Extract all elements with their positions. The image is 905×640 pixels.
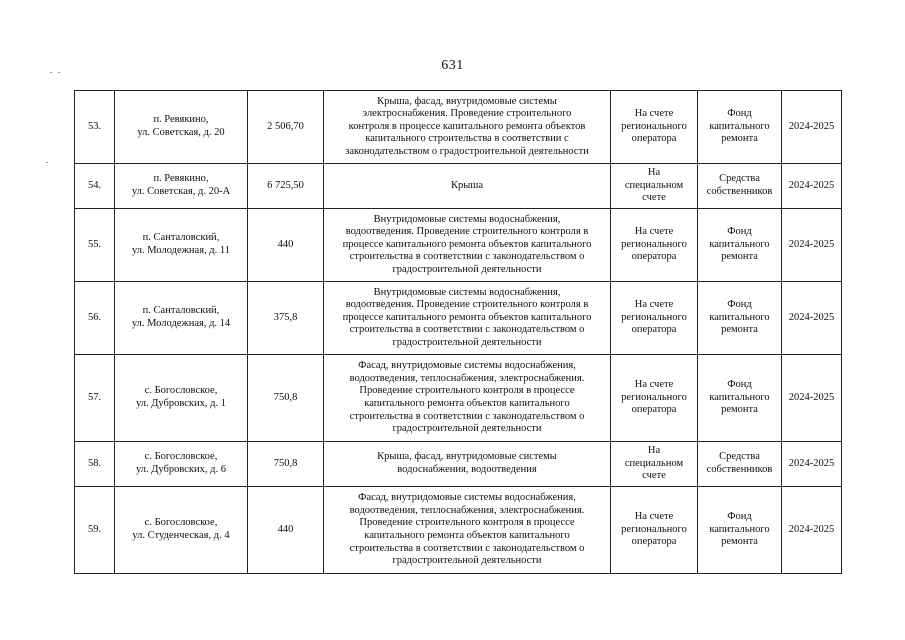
period-cell [782, 164, 842, 209]
cell-text-line: оператора [631, 251, 677, 263]
row-number-cell [75, 91, 115, 164]
fund-account-cell [611, 209, 698, 282]
cell-text-line: законодательством о градостроительной деятельности [345, 145, 589, 157]
cell-text-line: п. Санталовский, [142, 305, 220, 317]
address-cell [115, 164, 248, 209]
cell-text-line: 59. [87, 523, 102, 535]
table-row [75, 487, 842, 574]
works-description-cell [324, 209, 611, 282]
cell-text-line: с. Богословское, [144, 517, 218, 529]
address-cell [115, 91, 248, 164]
cell-text-line: водоснабжения, водоотведения [397, 464, 537, 475]
period-cell [782, 209, 842, 282]
cell-text-line: строительства в соответствии с законодательством о [349, 324, 585, 336]
cell-text-line: 6 725,50 [267, 179, 304, 191]
works-description-cell [324, 487, 611, 574]
area-cell [248, 209, 324, 282]
works-description-cell [324, 91, 611, 164]
area-cell [248, 442, 324, 487]
cell-text-line: Внутридомовые системы водоснабжения, [373, 286, 561, 298]
cell-text-line: капитального ремонта объектов капитального [364, 530, 570, 541]
fund-account-cell [611, 487, 698, 574]
area-cell [248, 282, 324, 355]
cell-text-line: 58. [87, 457, 102, 469]
cell-text-line: Фонд [727, 226, 752, 238]
capital-repair-table [74, 90, 842, 574]
cell-text-line: п. Ревякино, [153, 114, 209, 126]
cell-text-line: капитального [709, 311, 770, 323]
table-row [75, 355, 842, 442]
cell-text-line: градостроительной деятельности [392, 263, 542, 275]
works-description-cell [324, 282, 611, 355]
cell-text-line: 53. [87, 120, 102, 132]
cell-text-line: Фонд [727, 299, 752, 311]
cell-text-line: регионального [621, 120, 687, 132]
cell-text-line: п. Санталовский, [142, 232, 220, 244]
funding-source-cell [698, 282, 782, 355]
cell-text-line: градостроительной деятельности [392, 423, 542, 435]
scan-speck [46, 162, 48, 163]
fund-account-cell [611, 282, 698, 355]
cell-text-line: водоотведения. Проведение строительного контроля в [345, 226, 589, 238]
cell-text-line: строительства в соответствии с законодательством о [349, 251, 585, 263]
cell-text-line: оператора [631, 324, 677, 336]
cell-text-line: ул. Молодежная, д. 14 [131, 318, 231, 329]
cell-text-line: На счете [634, 108, 674, 120]
address-cell [115, 355, 248, 442]
cell-text-line: Проведение строительного контроля в процессе [359, 385, 575, 397]
cell-text-line: п. Ревякино, [153, 173, 209, 185]
funding-source-cell [698, 164, 782, 209]
cell-text-line: ремонта [721, 133, 758, 145]
fund-account-cell [611, 164, 698, 209]
period-cell [782, 355, 842, 442]
cell-text-line: капитального [709, 523, 770, 535]
works-description-cell [324, 355, 611, 442]
table-row [75, 282, 842, 355]
cell-text-line: градостроительной деятельности [392, 336, 542, 348]
period-cell [782, 442, 842, 487]
works-description-cell [324, 164, 611, 209]
cell-text-line: ул. Дубровских, д. 1 [135, 398, 226, 409]
cell-text-line: ул. Студенческая, д. 4 [132, 530, 230, 541]
cell-text-line: капитального ремонта объектов капитального [364, 398, 570, 409]
funding-source-cell [698, 209, 782, 282]
cell-text-line: 2024-2025 [788, 238, 835, 250]
row-number-cell [75, 164, 115, 209]
fund-account-cell [611, 442, 698, 487]
funding-source-cell [698, 91, 782, 164]
cell-text-line: процессе капитального ремонта объектов капитального [342, 238, 592, 250]
address-cell [115, 282, 248, 355]
cell-text-line: 440 [277, 238, 294, 250]
cell-text-line: ремонта [721, 251, 758, 263]
cell-text-line: капитального строительства в соответствии с [365, 133, 569, 145]
cell-text-line: Внутридомовые системы водоснабжения, [373, 213, 561, 225]
area-cell [248, 355, 324, 442]
cell-text-line: На счете [634, 511, 674, 523]
cell-text-line: специальном [624, 457, 684, 469]
cell-text-line: собственников [706, 464, 773, 475]
cell-text-line: капитального [709, 238, 770, 250]
cell-text-line: На счете [634, 379, 674, 391]
cell-text-line: На счете [634, 299, 674, 311]
cell-text-line: капитального [709, 391, 770, 403]
cell-text-line: оператора [631, 536, 677, 548]
cell-text-line: ул. Советская, д. 20 [137, 127, 225, 138]
scan-speck [50, 72, 52, 73]
cell-text-line: Фонд [727, 379, 752, 391]
cell-text-line: счете [642, 470, 666, 482]
table-body [75, 91, 842, 574]
cell-text-line: 57. [87, 391, 102, 403]
cell-text-line: Крыша [450, 179, 484, 191]
period-cell [782, 282, 842, 355]
funding-source-cell [698, 442, 782, 487]
cell-text-line: 750,8 [273, 457, 298, 469]
cell-text-line: счете [642, 192, 666, 204]
cell-text-line: строительства в соответствии с законодательством о [349, 542, 585, 554]
cell-text-line: специальном [624, 179, 684, 191]
cell-text-line: оператора [631, 404, 677, 416]
cell-text-line: водоотведения, теплоснабжения, электроснабжения. [349, 372, 585, 384]
cell-text-line: 2 506,70 [267, 120, 304, 132]
cell-text-line: ул. Советская, д. 20-А [131, 186, 231, 197]
cell-text-line: На [647, 167, 661, 179]
cell-text-line: На [647, 445, 661, 457]
address-cell [115, 487, 248, 574]
cell-text-line: контроля в процессе капитального ремонта объектов [348, 120, 586, 132]
cell-text-line: регионального [621, 238, 687, 250]
table-row [75, 164, 842, 209]
cell-text-line: Проведение строительного контроля в процессе [359, 517, 575, 529]
area-cell [248, 164, 324, 209]
cell-text-line: ремонта [721, 404, 758, 416]
fund-account-cell [611, 355, 698, 442]
cell-text-line: 2024-2025 [788, 179, 835, 191]
cell-text-line: 55. [87, 238, 102, 250]
cell-text-line: ремонта [721, 536, 758, 548]
cell-text-line: Фонд [727, 511, 752, 523]
cell-text-line: ул. Дубровских, д. 6 [135, 464, 226, 475]
cell-text-line: На счете [634, 226, 674, 238]
cell-text-line: оператора [631, 133, 677, 145]
cell-text-line: 375,8 [273, 311, 298, 323]
period-cell [782, 487, 842, 574]
row-number-cell [75, 282, 115, 355]
cell-text-line: регионального [621, 523, 687, 535]
table-row [75, 209, 842, 282]
cell-text-line: ремонта [721, 324, 758, 336]
cell-text-line: регионального [621, 311, 687, 323]
cell-text-line: строительства в соответствии с законодательством о [349, 410, 585, 422]
row-number-cell [75, 487, 115, 574]
fund-account-cell [611, 91, 698, 164]
cell-text-line: 2024-2025 [788, 457, 835, 469]
table-row [75, 91, 842, 164]
area-cell [248, 487, 324, 574]
scan-speck [58, 72, 60, 73]
cell-text-line: 440 [277, 523, 294, 535]
row-number-cell [75, 209, 115, 282]
cell-text-line: 54. [87, 179, 102, 191]
cell-text-line: Крыша, фасад, внутридомовые системы [377, 451, 557, 463]
area-cell [248, 91, 324, 164]
funding-source-cell [698, 355, 782, 442]
cell-text-line: капитального [709, 120, 770, 132]
cell-text-line: 56. [87, 311, 102, 323]
cell-text-line: Фасад, внутридомовые системы водоснабжения, [358, 492, 576, 504]
funding-source-cell [698, 487, 782, 574]
cell-text-line: с. Богословское, [144, 385, 218, 397]
cell-text-line: градостроительной деятельности [392, 555, 542, 567]
row-number-cell [75, 355, 115, 442]
cell-text-line: 750,8 [273, 391, 298, 403]
address-cell [115, 442, 248, 487]
cell-text-line: водоотведения, теплоснабжения, электроснабжения. [349, 504, 585, 516]
cell-text-line: собственников [706, 186, 773, 197]
cell-text-line: Средства [719, 173, 760, 185]
cell-text-line: 2024-2025 [788, 523, 835, 535]
cell-text-line: 2024-2025 [788, 120, 835, 132]
cell-text-line: Средства [719, 451, 760, 463]
table-row [75, 442, 842, 487]
cell-text-line: Фасад, внутридомовые системы водоснабжения, [358, 360, 576, 372]
cell-text-line: процессе капитального ремонта объектов капитального [342, 311, 592, 323]
cell-text-line: 2024-2025 [788, 391, 835, 403]
works-description-cell [324, 442, 611, 487]
cell-text-line: Крыша, фасад, внутридомовые системы [377, 95, 557, 107]
page-number: 631 [441, 58, 464, 73]
cell-text-line: Фонд [727, 108, 752, 120]
cell-text-line: ул. Молодежная, д. 11 [132, 245, 230, 256]
cell-text-line: 2024-2025 [788, 311, 835, 323]
period-cell [782, 91, 842, 164]
cell-text-line: регионального [621, 391, 687, 403]
cell-text-line: водоотведения. Проведение строительного контроля в [345, 299, 589, 311]
row-number-cell [75, 442, 115, 487]
address-cell [115, 209, 248, 282]
cell-text-line: с. Богословское, [144, 451, 218, 463]
cell-text-line: электроснабжения. Проведение строительного [362, 108, 572, 120]
